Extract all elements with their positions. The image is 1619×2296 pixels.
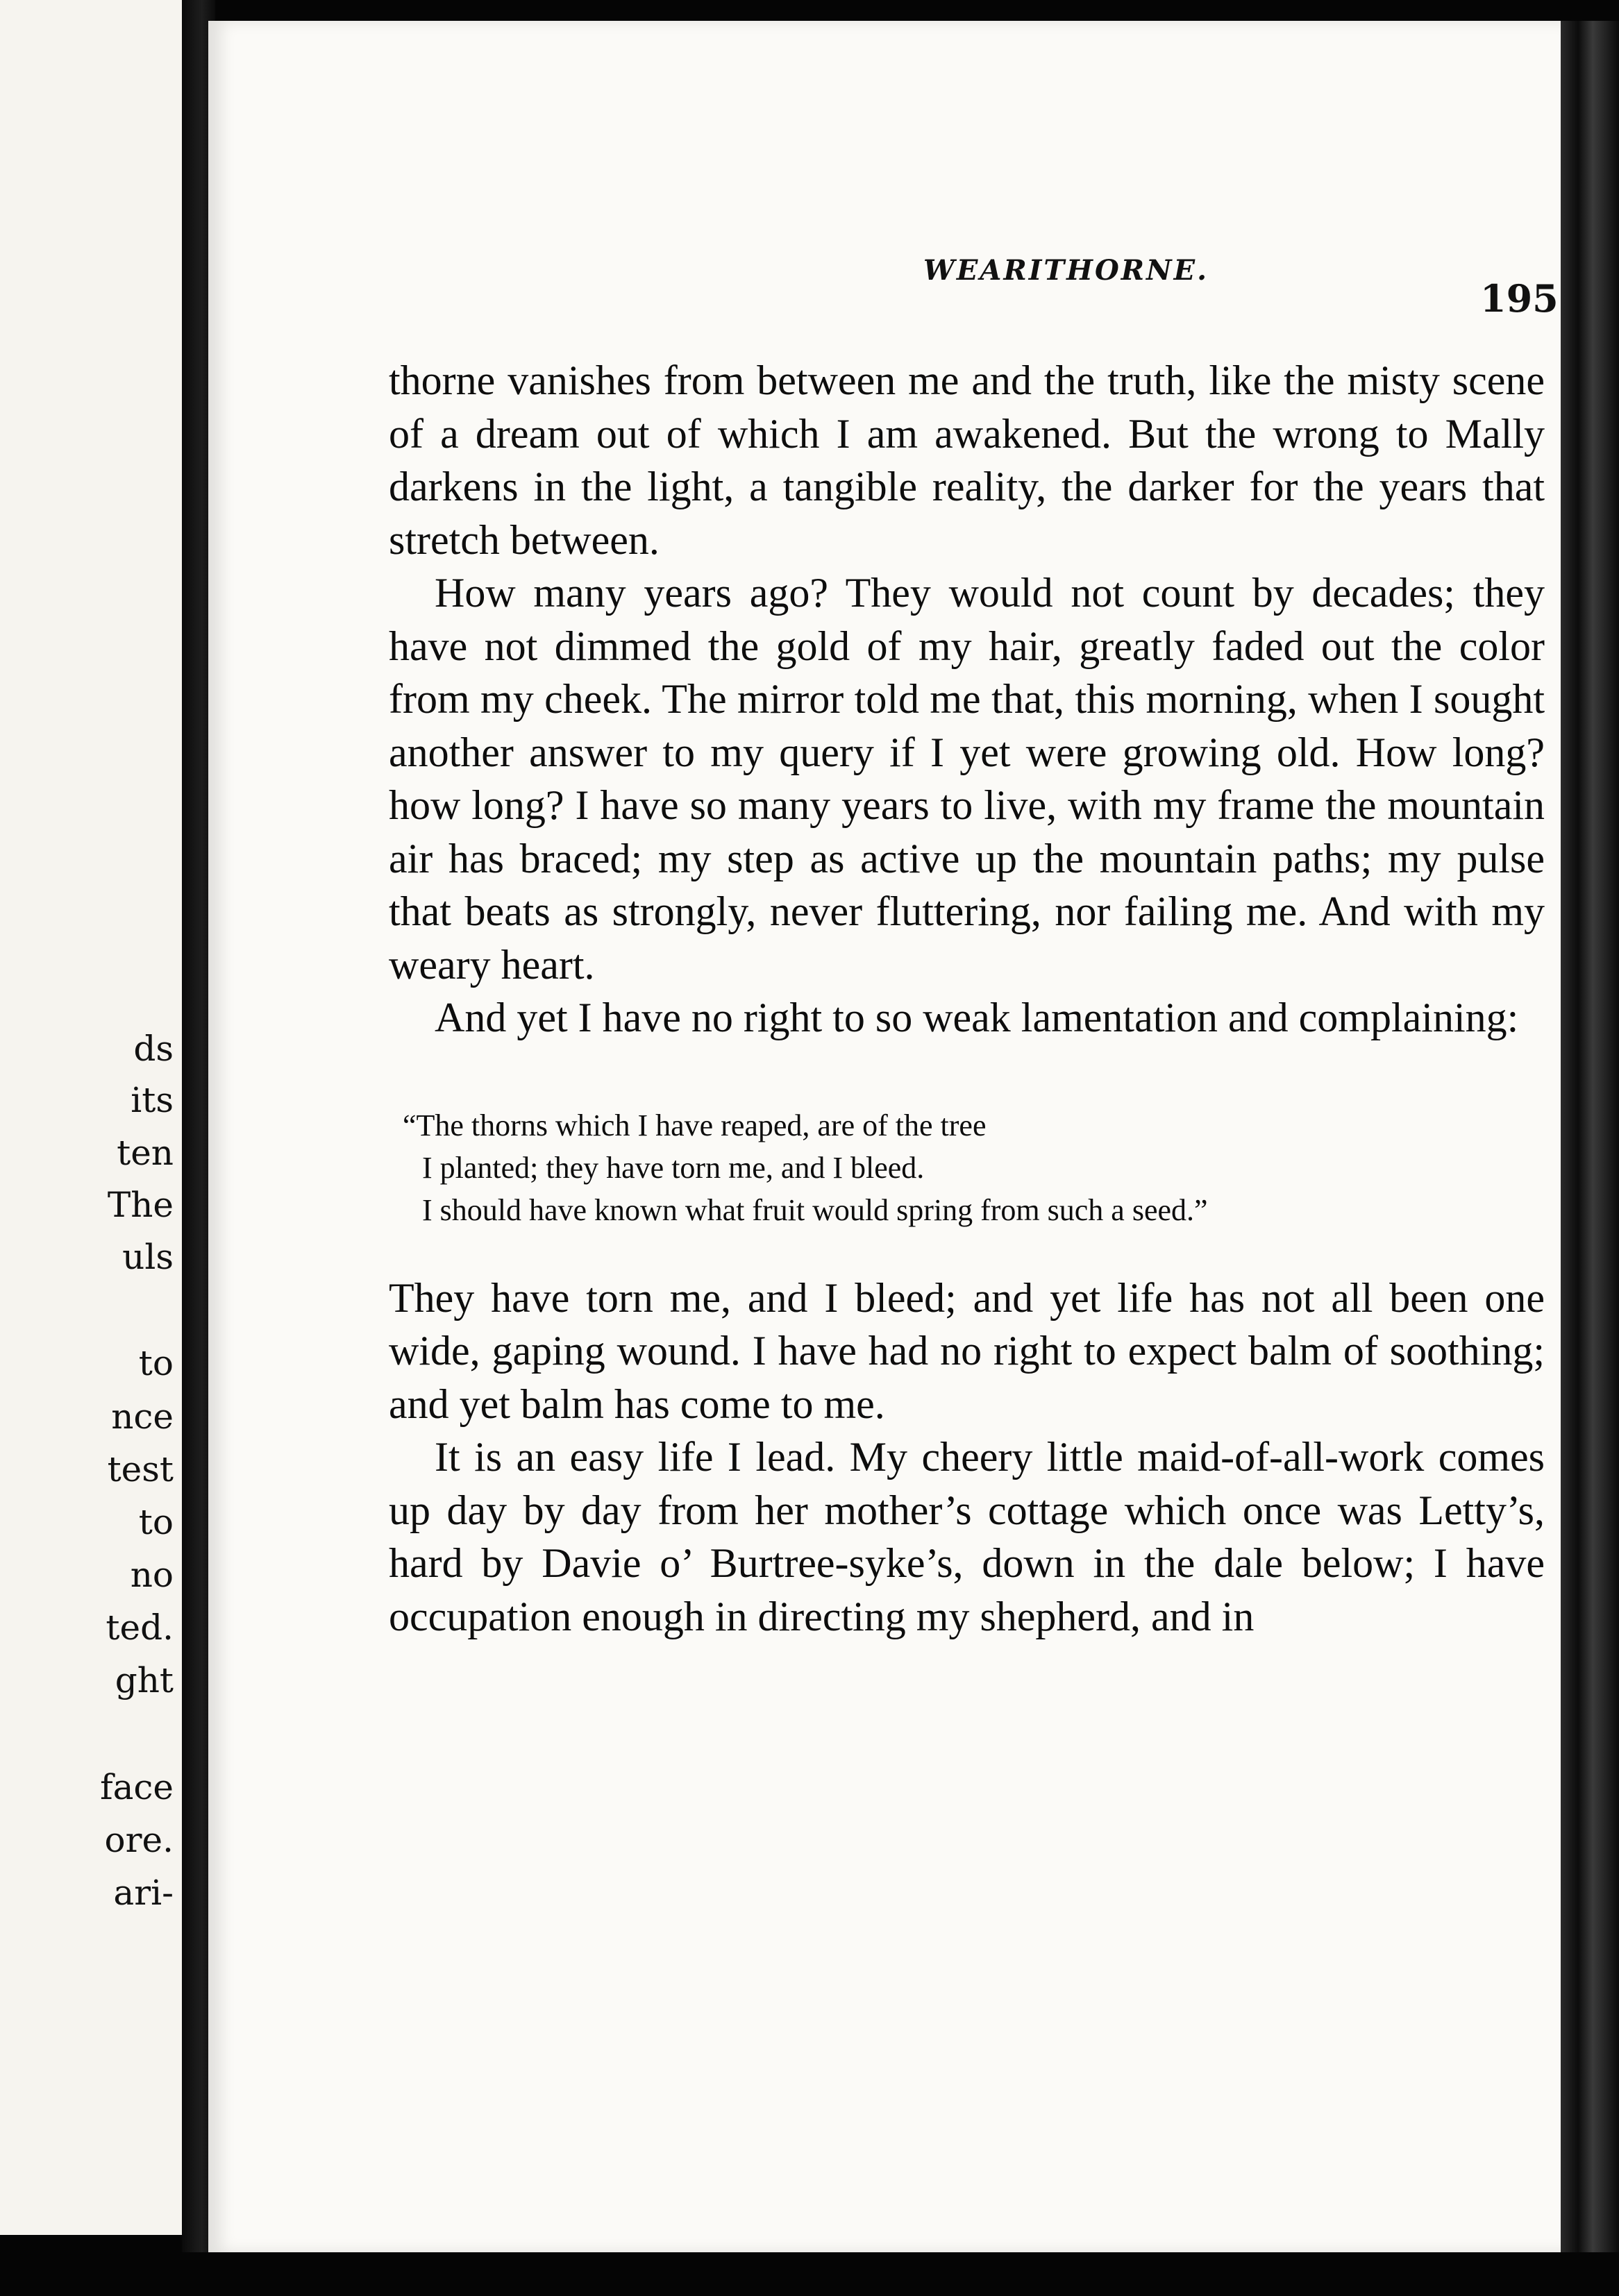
- verse-line: I planted; they have torn me, and I bleed.: [422, 1150, 925, 1185]
- facing-page-edge: [0, 0, 186, 2235]
- facing-page-fragment: The: [107, 1185, 174, 1225]
- facing-page-fragment: ted.: [106, 1607, 174, 1648]
- facing-page-fragment: ten: [117, 1133, 174, 1173]
- facing-page-fragment: no: [130, 1555, 174, 1595]
- facing-page-fragment: to: [138, 1343, 174, 1383]
- facing-page-fragment: test: [107, 1449, 174, 1489]
- verse-line: “The thorns which I have reaped, are of the tree: [403, 1108, 987, 1142]
- verse-line: I should have known what fruit would spring from such a seed.”: [422, 1192, 1208, 1227]
- facing-page-fragment: to: [138, 1502, 174, 1542]
- scan-border: [181, 2252, 1619, 2296]
- page-stack-edge: [1561, 21, 1619, 2277]
- verse-quotation: [403, 1104, 1545, 1231]
- facing-page-fragment: uls: [122, 1237, 174, 1277]
- running-title: WEARITHORNE.: [923, 254, 1209, 287]
- paragraph: It is an easy life I lead. My cheery little maid-of-all-work comes up day by day from her mother’s cottage which once was Letty’s, hard by Davie o’ Burtree-syke’s, down in the dale below; I have occupation enough in directing my shepherd, and in: [389, 1434, 1545, 1639]
- book-page: [208, 21, 1561, 2252]
- facing-page-fragment: its: [131, 1080, 174, 1120]
- paragraph: thorne vanishes from between me and the truth, like the misty scene of a dream out of which I am awakened. But the wrong to Mally darkens in the light, a tangible reality, the darker for the years that stretch between.: [389, 357, 1545, 563]
- facing-page-fragment: ght: [115, 1660, 174, 1700]
- facing-page-fragment: ore.: [104, 1820, 174, 1860]
- facing-page-fragment: face: [100, 1767, 174, 1807]
- paragraph: How many years ago? They would not count by decades; they have not dimmed the gold of my hair, greatly faded out the color from my cheek. The mirror told me that, this morning, when I sought another answer to my query if I yet were growing old. How long? how long? I have so many years to live, with my frame the mountain air has braced; my step as active up the mountain paths; my pulse that beats as strongly, never fluttering, nor failing me. And with my weary heart.: [389, 570, 1545, 988]
- facing-page-fragment: ari-: [113, 1873, 174, 1913]
- paragraph: And yet I have no right to so weak lamentation and complaining:: [435, 995, 1519, 1040]
- facing-page-fragment: nce: [111, 1396, 174, 1437]
- facing-page-fragment: ds: [133, 1029, 174, 1069]
- page-number: 195: [1480, 276, 1559, 321]
- paragraph: They have torn me, and I bleed; and yet life has not all been one wide, gaping wound. I have had no right to expect balm of soothing; and yet balm has come to me.: [389, 1274, 1545, 1427]
- body-text: [389, 354, 1545, 1643]
